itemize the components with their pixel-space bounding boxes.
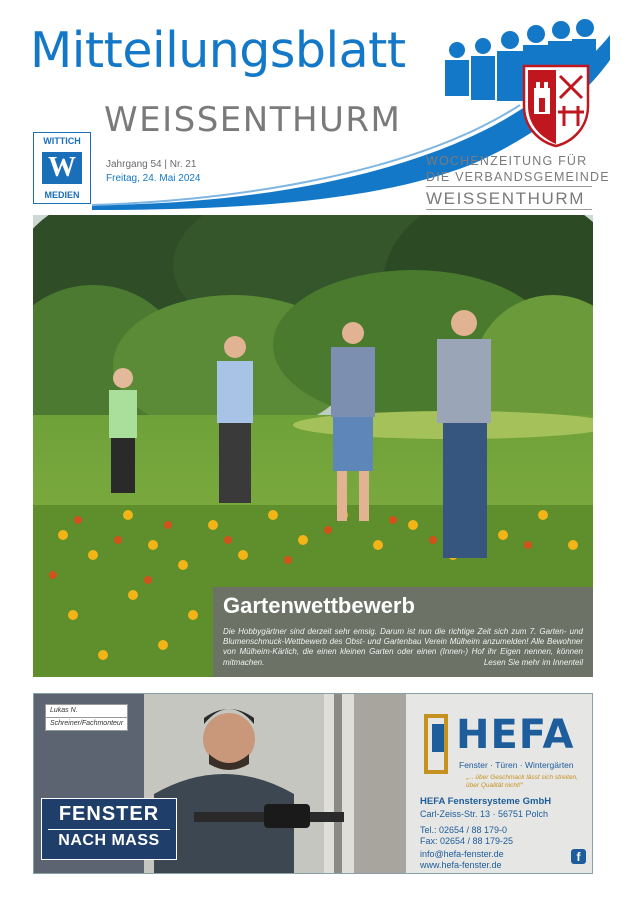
coat-of-arms-icon	[520, 62, 592, 148]
weekly-line-3: WEISSENTHURM	[426, 189, 592, 210]
hefa-address: Carl-Zeiss-Str. 13 · 56751 Polch	[420, 809, 549, 819]
wittich-logo-letter: W	[42, 152, 82, 184]
issue-info	[106, 158, 201, 186]
hefa-tel: Tel.: 02654 / 88 179-0	[420, 825, 508, 835]
hefa-wordmark: HEFA	[456, 712, 575, 758]
hefa-email[interactable]: info@hefa-fenster.de	[420, 849, 504, 859]
hefa-slogan-line-2: über Qualität nicht!“	[466, 782, 523, 789]
masthead	[0, 0, 625, 210]
wittich-medien-logo	[33, 132, 91, 204]
hefa-website[interactable]: www.hefa-fenster.de	[420, 860, 502, 870]
weekly-subtitle	[426, 153, 610, 210]
hero-title: Gartenwettbewerb	[223, 593, 415, 618]
hefa-phone-block	[420, 825, 513, 847]
weekly-line-2: DIE VERBANDSGEMEINDE	[426, 169, 592, 187]
hefa-fax: Fax: 02654 / 88 179-25	[420, 836, 514, 846]
hero-text	[223, 627, 583, 668]
issue-date: Freitag, 24. Mai 2024	[106, 173, 201, 184]
hefa-advertisement	[33, 693, 593, 874]
hefa-contact-card	[406, 694, 593, 874]
wittich-logo-top: WITTICH	[43, 136, 81, 146]
hero-body: Die Hobbygärtner sind derzeit sehr emsig. Darum ist nun die richtige Zeit sich zum 7. Garten- und Blumenschmuck-Wettbewerb des Obst- und Gartenbau Verein Mülheim anzumelden! Alle Bewohner von Mülheim-Kärlich, die einen kleinen Garten oder einen (Innen-) Hof ihr Eigen nennen, können mitmachen.	[223, 627, 583, 667]
newspaper-subtitle: WEISSENTHURM	[104, 100, 402, 140]
hero-caption-box	[213, 587, 593, 677]
weekly-line-1: WOCHENZEITUNG FÜR	[426, 154, 588, 168]
hefa-slogan	[466, 774, 578, 790]
ad-photo	[34, 694, 414, 874]
issue-number: Jahrgang 54 | Nr. 21	[106, 159, 197, 170]
hefa-slogan-line-1: „... über Geschmack lässt sich streiten,	[466, 774, 578, 781]
hero-photo	[33, 215, 593, 677]
hefa-web-block	[420, 849, 504, 871]
employee-name: Lukas N.	[46, 705, 127, 718]
employee-nameplate	[45, 704, 128, 731]
facebook-icon[interactable]: f	[571, 849, 586, 864]
fenster-nach-mass-box	[41, 798, 177, 860]
hefa-company-name: HEFA Fenstersysteme GmbH	[420, 796, 552, 807]
hefa-tagline: Fenster · Türen · Wintergärten	[459, 760, 574, 770]
hero-read-more: Lesen Sie mehr im Innenteil	[483, 657, 583, 667]
wittich-logo-bottom: MEDIEN	[44, 190, 80, 200]
newspaper-title: Mitteilungsblatt	[30, 22, 406, 79]
ad-headline-2: NACH MASS	[48, 829, 170, 850]
employee-role: Schreiner/Fachmonteur	[50, 720, 124, 727]
ad-headline-1: FENSTER	[58, 803, 160, 825]
hefa-logo-icon	[420, 706, 456, 786]
